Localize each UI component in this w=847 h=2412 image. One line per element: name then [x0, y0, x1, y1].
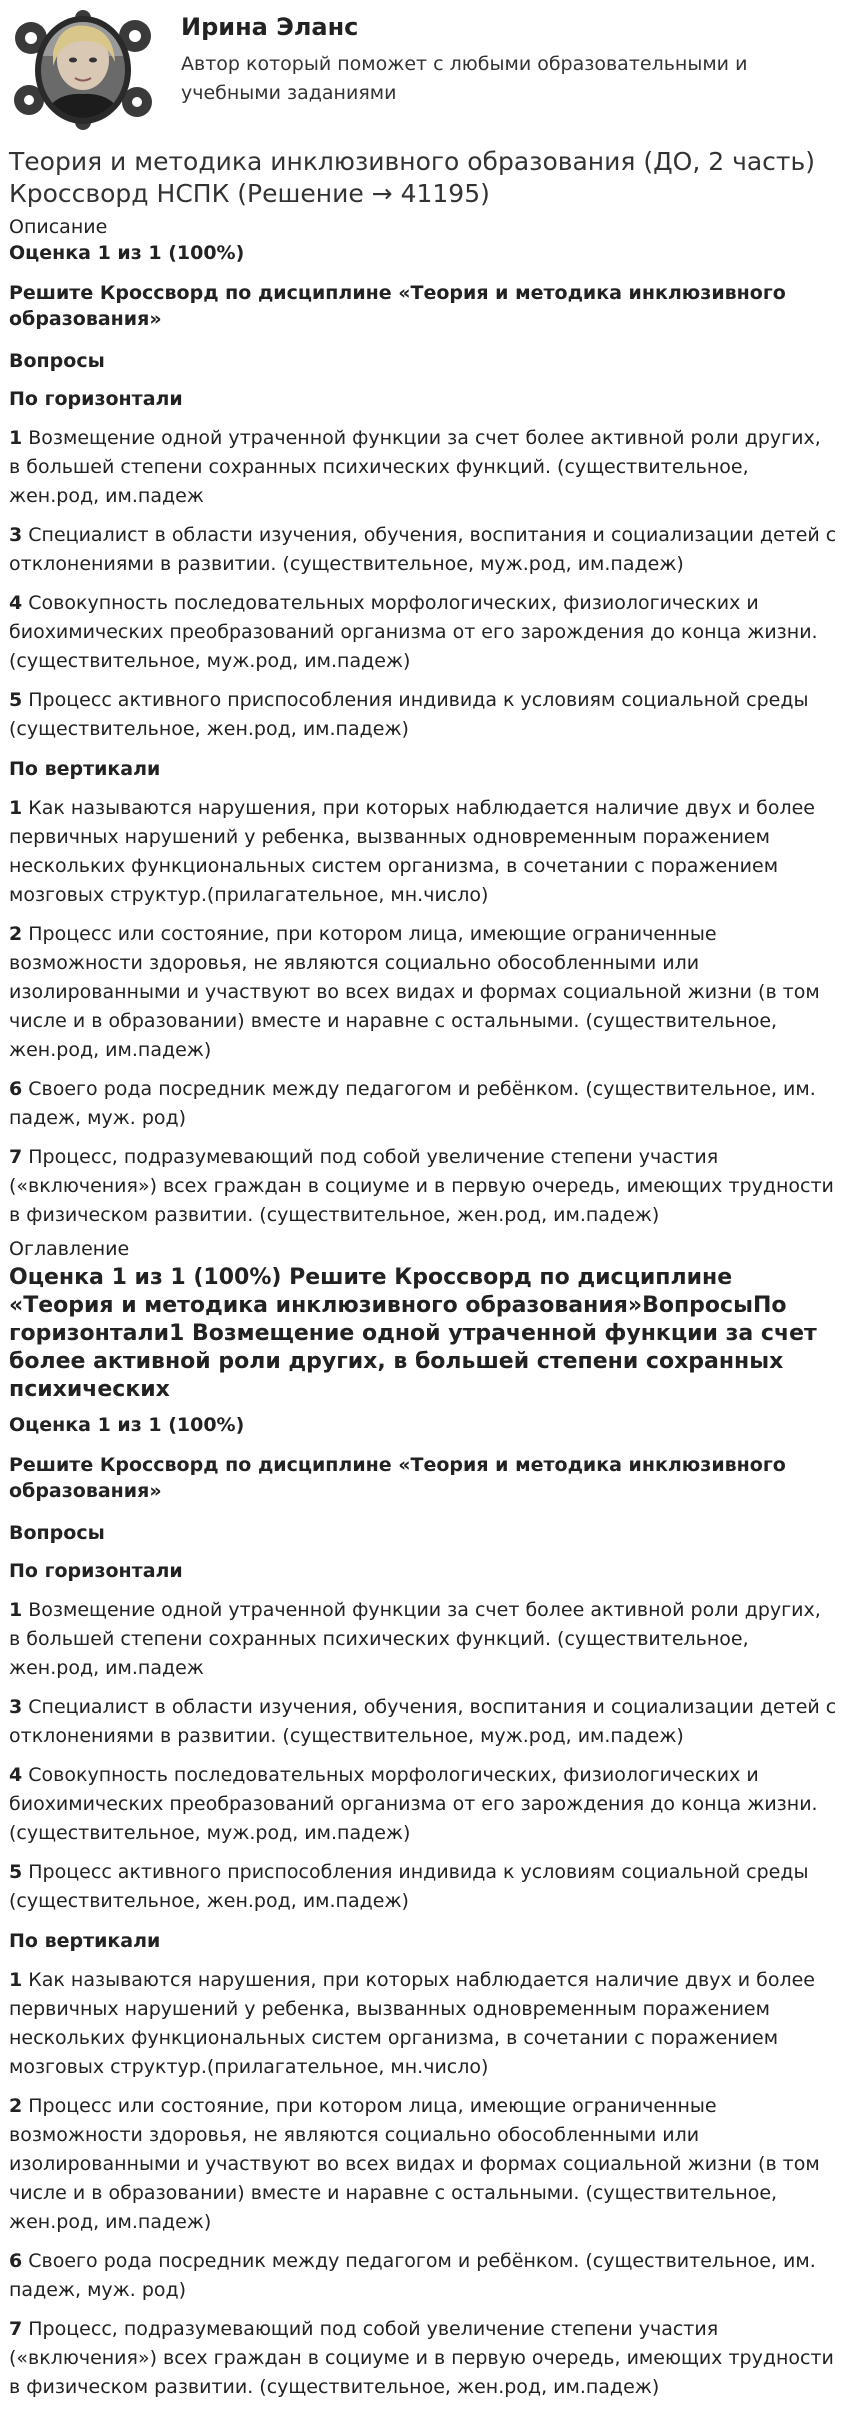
question-text: Процесс активного приспособления индивида к условиям социальной среды (существительное, жен.род, им.падеж) [9, 689, 809, 740]
score-line: Оценка 1 из 1 (100%) [9, 242, 245, 264]
question-item [9, 424, 838, 511]
question-item [9, 1858, 838, 1916]
question-item [9, 1596, 838, 1683]
author-name[interactable]: Ирина Эланс [181, 13, 359, 41]
question-item [9, 1966, 838, 2082]
question-number: 6 [9, 2250, 23, 2272]
vertical-label: По вертикали [9, 1930, 161, 1952]
task-line: Решите Кроссворд по дисциплине «Теория и методика инклюзивного образования» [9, 282, 786, 330]
question-item [9, 589, 838, 676]
avatar[interactable] [9, 8, 157, 130]
question-number: 7 [9, 1146, 23, 1168]
author-description-line2: учебными заданиями [181, 82, 397, 104]
question-item [9, 521, 838, 579]
description-label: Описание [9, 216, 108, 238]
question-item [9, 1143, 838, 1230]
question-item [9, 1761, 838, 1848]
question-text: Процесс, подразумевающий под собой увеличение степени участия («включения») всех граждан в социуме и в первую очередь, имеющих трудности в физическом развитии. (существительное, жен.род, им.падеж) [9, 2318, 834, 2398]
question-number: 2 [9, 2095, 23, 2117]
toc-section [9, 1412, 838, 2402]
question-item [9, 794, 838, 910]
question-number: 4 [9, 592, 23, 614]
score-line: Оценка 1 из 1 (100%) [9, 1414, 245, 1436]
question-text: Процесс или состояние, при котором лица, имеющие ограниченные возможности здоровья, не являются социально обособленными или изолированными и участвуют во всех видах и формах социальной жизни (в том числе и в образовании) вместе и наравне с остальными. (существительное, жен.род, им.падеж) [9, 2095, 820, 2233]
question-item [9, 1693, 838, 1751]
question-number: 1 [9, 427, 23, 449]
author-description-line1: Автор который поможет с любыми образовательными и [181, 53, 748, 75]
question-item [9, 920, 838, 1065]
description-section [9, 240, 838, 1230]
question-number: 7 [9, 2318, 23, 2340]
document-title-line1: Теория и методика инклюзивного образования (ДО, 2 часть) [9, 147, 815, 176]
question-number: 1 [9, 797, 23, 819]
question-number: 2 [9, 923, 23, 945]
question-text: Возмещение одной утраченной функции за счет более активной роли других, в большей степени сохранных психических функций. (существительное, жен.род, им.падеж [9, 427, 821, 507]
question-number: 1 [9, 1969, 23, 1991]
question-number: 3 [9, 1696, 23, 1718]
question-text: Процесс, подразумевающий под собой увеличение степени участия («включения») всех граждан в социуме и в первую очередь, имеющих трудности в физическом развитии. (существительное, жен.род, им.падеж) [9, 1146, 834, 1226]
question-text: Возмещение одной утраченной функции за счет более активной роли других, в большей степени сохранных психических функций. (существительное, жен.род, им.падеж [9, 1599, 821, 1679]
vertical-label: По вертикали [9, 758, 161, 780]
question-item [9, 686, 838, 744]
question-text: Процесс или состояние, при котором лица, имеющие ограниченные возможности здоровья, не являются социально обособленными или изолированными и участвуют во всех видах и формах социальной жизни (в том числе и в образовании) вместе и наравне с остальными. (существительное, жен.род, им.падеж) [9, 923, 820, 1061]
question-number: 5 [9, 689, 23, 711]
question-number: 6 [9, 1078, 23, 1100]
question-text: Специалист в области изучения, обучения, воспитания и социализации детей с отклонениями в развитии. (существительное, муж.род, им.падеж) [9, 1696, 837, 1747]
author-info [181, 8, 747, 108]
question-text: Специалист в области изучения, обучения, воспитания и социализации детей с отклонениями в развитии. (существительное, муж.род, им.падеж) [9, 524, 837, 575]
question-text: Как называются нарушения, при которых наблюдается наличие двух и более первичных нарушений у ребенка, вызванных одновременным поражением нескольких функциональных систем организма, в сочетании с поражением мозговых структур.(прилагательное, мн.число) [9, 797, 815, 906]
document-title [9, 146, 838, 210]
author-card [9, 0, 838, 132]
toc-label: Оглавление [9, 1238, 130, 1260]
question-item [9, 2315, 838, 2402]
horizontal-label: По горизонтали [9, 388, 183, 410]
question-text: Своего рода посредник между педагогом и ребёнком. (существительное, им. падеж, муж. род) [9, 2250, 816, 2301]
question-text: Своего рода посредник между педагогом и ребёнком. (существительное, им. падеж, муж. род) [9, 1078, 816, 1129]
question-number: 5 [9, 1861, 23, 1883]
question-text: Совокупность последовательных морфологических, физиологических и биохимических преобразований организма от его зарождения до конца жизни. (существительное, муж.род, им.падеж) [9, 1764, 818, 1844]
question-item [9, 2092, 838, 2237]
questions-label: Вопросы [9, 350, 105, 372]
question-item [9, 2247, 838, 2305]
document-title-line2: Кроссворд НСПК (Решение → 41195) [9, 179, 490, 208]
question-text: Совокупность последовательных морфологических, физиологических и биохимических преобразований организма от его зарождения до конца жизни. (существительное, муж.род, им.падеж) [9, 592, 818, 672]
author-description [181, 50, 747, 108]
questions-label: Вопросы [9, 1522, 105, 1544]
task-line: Решите Кроссворд по дисциплине «Теория и методика инклюзивного образования» [9, 1454, 786, 1502]
question-number: 1 [9, 1599, 23, 1621]
question-item [9, 1075, 838, 1133]
question-text: Как называются нарушения, при которых наблюдается наличие двух и более первичных нарушений у ребенка, вызванных одновременным поражением нескольких функциональных систем организма, в сочетании с поражением мозговых структур.(прилагательное, мн.число) [9, 1969, 815, 2078]
toc-heading[interactable]: Оценка 1 из 1 (100%) Решите Кроссворд по дисциплине «Теория и методика инклюзивного образования»ВопросыПо горизонтали1 Возмещение одной утраченной функции за счет более активной роли других, в большей степени сохранных психических [9, 1265, 817, 1402]
question-text: Процесс активного приспособления индивида к условиям социальной среды (существительное, жен.род, им.падеж) [9, 1861, 809, 1912]
horizontal-label: По горизонтали [9, 1560, 183, 1582]
question-number: 3 [9, 524, 23, 546]
question-number: 4 [9, 1764, 23, 1786]
